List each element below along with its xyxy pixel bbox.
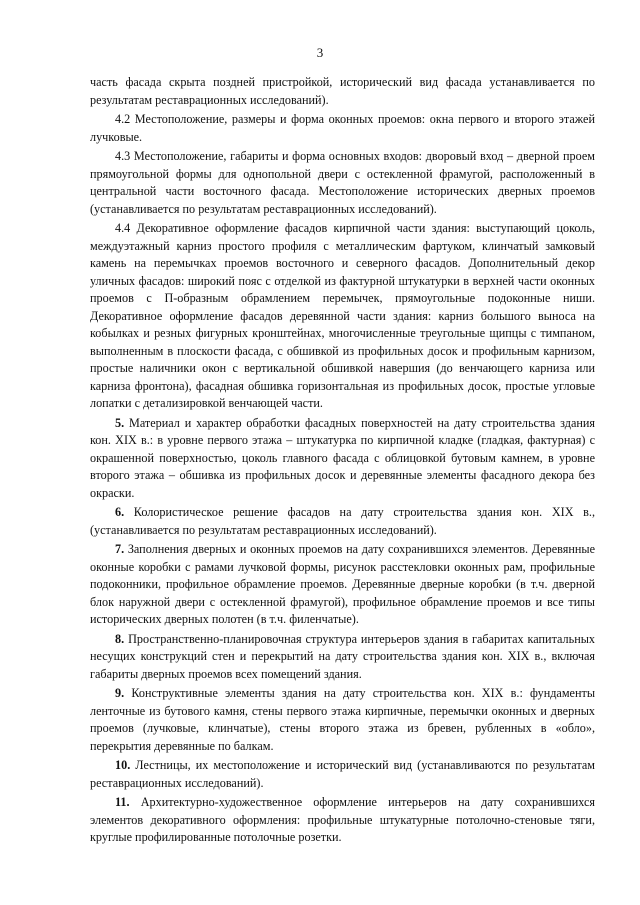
paragraph-text: Заполнения дверных и оконных проемов на дату сохранившихся элементов. Деревянные оконные коробки с рамами лучковой формы, рисунок расстекловки оконных рам, профильные подоконники, профильное обрамление проемов. Деревянные дверные коробки (в т.ч. дверной блок наружной двери с остекленной фрамугой), профильное обрамление проемов и все типы исторических дверных полотен (в т.ч. филенчатые).: [90, 542, 596, 626]
paragraph: [90, 111, 595, 146]
paragraph-number: 6.: [115, 505, 125, 519]
paragraph-number: 10.: [115, 758, 131, 772]
paragraph-text: 4.4 Декоративное оформление фасадов кирпичной части здания: выступающий цоколь, междуэтажный карниз простого профиля с металлическим фартуком, клинчатый замковый камень на перемычках проемов восточного и северного фасадов. Дополнительный декор уличных фасадов: широкий пояс с отделкой из фактурной штукатурки в верхней части оконных проемов с П-образным обрамлением перемычек, прямоугольные подоконные ниши. Декоративное оформление фасадов деревянной части здания: карниз большого выноса на кобылках и резных фигурных кронштейнах, многочисленные треугольные щипцы с тимпаном, выполненным в плоскости фасада, с обшивкой из профильных досок и профильным карнизом, простые наличники окон с вертикальной обшивкой навершия (до венчающего карниза или карниза фронтона), фасадная обшивка горизонтальная из профильных досок, простые угловые лопатки с детализировкой венчающей части.: [90, 221, 595, 410]
paragraph-number: 8.: [115, 631, 125, 646]
paragraph: [90, 220, 595, 413]
numbered-paragraph: [90, 794, 595, 847]
paragraph-text: Пространственно-планировочная структура интерьеров здания в габаритах капитальных несущих конструкций стен и перекрытий на дату строительства здания кон. XIX в., включая габариты дверных проемов всех помещений здания.: [90, 631, 596, 681]
paragraph-number: 9.: [115, 686, 125, 700]
numbered-paragraph: [90, 757, 595, 792]
paragraph-text: Конструктивные элементы здания на дату строительства кон. XIX в.: фундаменты ленточные из бутового камня, стены первого этажа кирпичные, перемычки оконных и дверных проемов (лучковые, клинчатые), стены второго этажа из бревен, рубленных в «обло», перекрытия деревянные по балкам.: [90, 686, 596, 753]
paragraph-number: 11.: [115, 795, 130, 809]
paragraph-number: 5.: [115, 415, 125, 430]
paragraph-text: 4.2 Местоположение, размеры и форма оконных проемов: окна первого и второго этажей лучковые.: [90, 112, 595, 144]
page-number: 3: [316, 45, 324, 60]
paragraph: [90, 74, 595, 109]
paragraph-text: часть фасада скрыта поздней пристройкой, исторический вид фасада устанавливается по результатам реставрационных исследований).: [90, 75, 595, 107]
numbered-paragraph: [90, 541, 595, 629]
document-body: [90, 74, 595, 849]
paragraph-text: Архитектурно-художественное оформление интерьеров на дату сохранившихся элементов декоративного оформления: профильные штукатурные потолочно-стеновые тяги, круглые профилированные потолочные розетки.: [90, 795, 596, 844]
paragraph-text: Лестницы, их местоположение и исторический вид (устанавливаются по результатам реставрационных исследований).: [90, 758, 595, 790]
paragraph: [90, 148, 595, 218]
numbered-paragraph: [90, 415, 595, 503]
numbered-paragraph: [90, 685, 595, 755]
paragraph-text: Колористическое решение фасадов на дату строительства здания кон. XIX в., (устанавливается по результатам реставрационных исследований).: [90, 505, 595, 537]
paragraph-number: 7.: [115, 542, 125, 556]
paragraph-text: Материал и характер обработки фасадных поверхностей на дату строительства здания кон. XIX в.: в уровне первого этажа – штукатурка по кирпичной кладке (гладкая, фактурная) с окрашенной поверхностью, цоколь главного фасада с облицовкой бутовым камнем, в уровне второго этажа – обшивка из профильных досок и деревянные элементы фасадного декора без окраски.: [90, 415, 595, 500]
numbered-paragraph: [90, 504, 595, 539]
numbered-paragraph: [90, 631, 595, 684]
paragraph-text: 4.3 Местоположение, габариты и форма основных входов: дворовый вход – дверной проем прямоугольной формы для однопольной двери с остекленной фрамугой, расположенный в центральной части восточного фасада. Местоположение исторических дверных проемов (устанавливается по результатам реставрационных исследований).: [90, 149, 595, 216]
